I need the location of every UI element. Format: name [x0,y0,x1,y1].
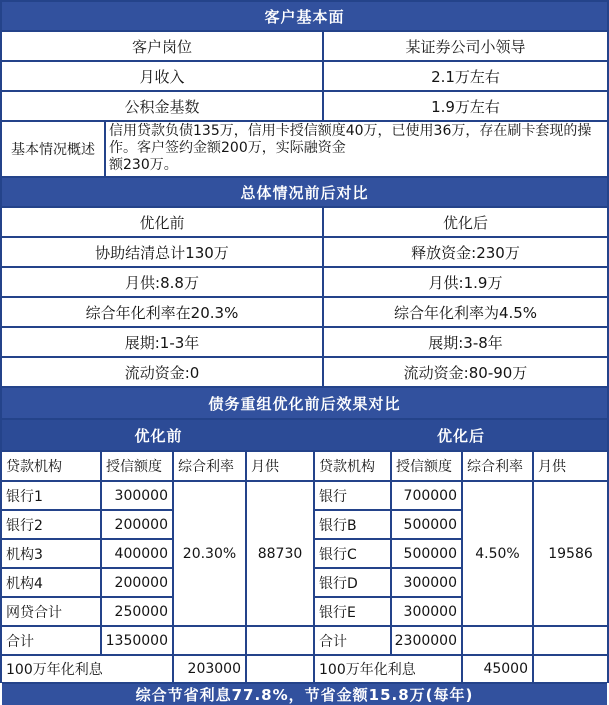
after-org-3: 银行C [315,540,392,569]
before-interest-empty [247,656,315,684]
profile-row-income [2,62,607,92]
profile-value-position: 某证券公司小领导 [405,37,526,56]
after-interest-empty [534,656,607,684]
before-interest-label: 100万年化利息 [2,656,174,684]
compare-header-before: 优化前 [2,208,324,236]
before-credit-5: 250000 [102,598,174,627]
compare-after-settle: 释放资金:230万 [411,243,520,262]
before-org-1: 银行1 [2,482,102,511]
after-credit-2: 500000 [392,511,463,540]
compare-after-term: 展期:3-8年 [428,333,503,352]
col-header-credit-after: 授信额度 [392,452,463,482]
compare-before-liquidity: 流动资金:0 [2,358,324,386]
before-total-monthly-empty [247,627,315,656]
compare-after-liquidity: 流动资金:80-90万 [403,363,528,382]
section3-title: 债务重组优化前后效果对比 [208,394,401,413]
section2-title-band [2,178,607,208]
profile-label-income: 月收入 [2,62,324,90]
compare-row-monthly [2,268,607,298]
after-credit-3: 500000 [392,540,463,569]
after-rate-merged: 4.50% [463,482,534,627]
compare-before-rate: 综合年化利率在20.3% [2,298,324,326]
col-header-credit-before: 授信额度 [102,452,174,482]
col-header-org-before: 贷款机构 [2,452,102,482]
savings-footer-band [2,684,607,705]
before-org-4: 机构4 [2,569,102,598]
compare-row-settle [2,238,607,268]
compare-row-term [2,328,607,358]
overview-line3: 额230万。 [109,157,178,173]
after-org-2: 银行B [315,511,392,540]
profile-value-income: 2.1万左右 [431,67,500,86]
overview-row [2,122,607,178]
compare-header-after: 优化后 [442,213,488,232]
profile-label-position: 客户岗位 [2,32,324,60]
col-header-org-after: 贷款机构 [315,452,392,482]
loan-group-after: 优化后 [436,426,485,445]
overview-text [106,122,607,176]
before-total-value: 1350000 [102,627,174,656]
after-total-label: 合计 [315,627,392,656]
profile-row-position [2,32,607,62]
profile-label-fund-base: 公积金基数 [2,92,324,120]
before-total-label: 合计 [2,627,102,656]
after-monthly-merged: 19586 [534,482,607,627]
before-rate-merged: 20.30% [174,482,247,627]
loan-group-before: 优化前 [134,426,183,445]
overview-line2: 作。客户签约金额200万，实际融资金 [109,140,346,156]
before-interest-value: 203000 [174,656,247,684]
compare-before-monthly: 月供:8.8万 [2,268,324,296]
compare-before-term: 展期:1-3年 [2,328,324,356]
after-org-5: 银行E [315,598,392,627]
section2-title: 总体情况前后对比 [240,183,369,202]
after-total-monthly-empty [534,627,607,656]
loan-table [2,452,607,684]
before-org-2: 银行2 [2,511,102,540]
after-total-rate-empty [463,627,534,656]
col-header-monthly-before: 月供 [247,452,315,482]
after-credit-4: 300000 [392,569,463,598]
savings-summary: 综合节省利息77.8%，节省金额15.8万(每年) [135,686,474,704]
after-interest-label: 100万年化利息 [315,656,463,684]
col-header-rate-before: 综合利率 [174,452,247,482]
after-interest-value: 45000 [463,656,534,684]
section1-title: 客户基本面 [264,7,345,26]
loan-table-group-header [2,420,607,452]
profile-value-fund-base: 1.9万左右 [431,97,500,116]
before-credit-3: 400000 [102,540,174,569]
section3-title-band [2,388,607,420]
before-org-5: 网贷合计 [2,598,102,627]
col-header-monthly-after: 月供 [534,452,607,482]
after-credit-1: 700000 [392,482,463,511]
compare-row-liquidity [2,358,607,388]
compare-after-monthly: 月供:1.9万 [428,273,503,292]
compare-header-row [2,208,607,238]
section1-title-band [2,2,607,32]
compare-before-settle: 协助结清总计130万 [2,238,324,266]
compare-after-rate: 综合年化利率为4.5% [393,303,538,322]
after-org-4: 银行D [315,569,392,598]
after-credit-5: 300000 [392,598,463,627]
before-total-rate-empty [174,627,247,656]
before-credit-2: 200000 [102,511,174,540]
overview-label: 基本情况概述 [2,122,106,176]
overview-line1: 信用贷款负债135万，信用卡授信额度40万，已使用36万，存在刷卡套现的操 [109,123,592,139]
before-monthly-merged: 88730 [247,482,315,627]
before-org-3: 机构3 [2,540,102,569]
before-credit-4: 200000 [102,569,174,598]
after-total-value: 2300000 [392,627,463,656]
profile-row-fund-base [2,92,607,122]
col-header-rate-after: 综合利率 [463,452,534,482]
compare-row-rate [2,298,607,328]
before-credit-1: 300000 [102,482,174,511]
after-org-1: 银行 [315,482,392,511]
